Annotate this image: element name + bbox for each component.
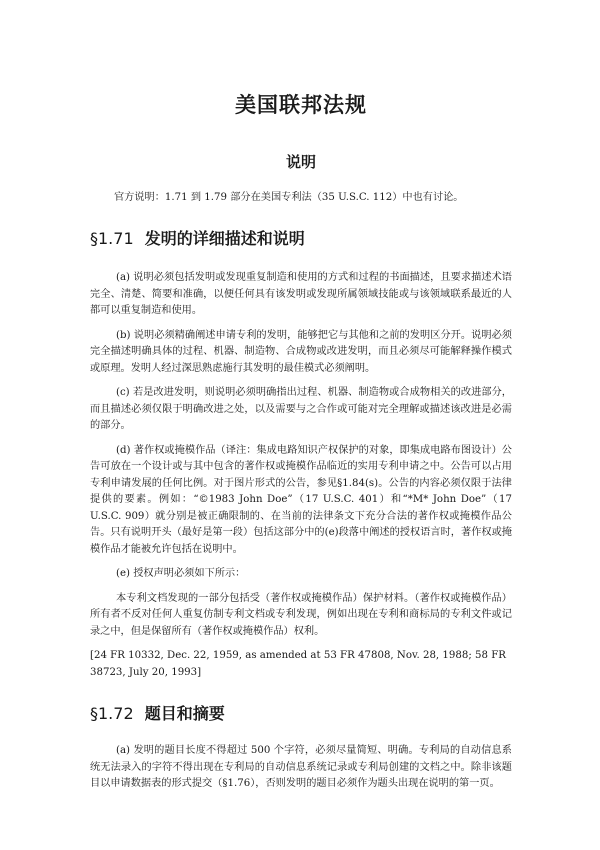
section-title: 题目和摘要 xyxy=(144,704,225,723)
citation: [24 FR 10332, Dec. 22, 1959, as amended at 53 FR 47808, Nov. 28, 1988; 58 FR 38723, July 20, 1993] xyxy=(90,650,506,678)
section-title: 发明的详细描述和说明 xyxy=(144,229,305,248)
paragraph-e: (e) 授权声明必须如下所示： xyxy=(116,568,246,579)
paragraph-d: (d) 著作权或掩模作品（译注：集成电路知识产权保护的对象，即集成电路布图设计）公告可放在一个设计或与其中包含的著作权或掩模作品临近的实用专利申请之中。公告可以占用专利申请发展的任何比例。对于图片形式的公告，参见§1.84(s)。公告的内容必须仅限于法律提供的要素。例如：“©1983 John Doe”（17 U.S.C. 401）和“*M* John Doe”（17 U.S.C. 909）就分别是被正确限制的、在当前的法律条文下充分合法的著作权或掩模作品公告。只有说明开头（最好是第一段）包括这部分中的(e)段落中阐述的授权语言时，著作权或掩模作品才能被允许包括在说明中。 xyxy=(90,444,512,555)
paragraph-a: (a) 发明的题目长度不得超过 500 个字符，必须尽量简短、明确。专利局的自动信息系统无法录入的字符不得出现在专利局的自动信息系统记录或专利局创建的文档之中。除非该题目以申请数据表的形式提交（§1.76），否则发明的题目必须作为题头出现在说明的第一页。 xyxy=(90,745,512,789)
paragraph-a: (a) 说明必须包括发明或发现重复制造和使用的方式和过程的书面描述，且要求描述术语完全、清楚、简要和准确，以便任何具有该发明或发现所属领域技能或与该领域联系最近的人都可以重复制造和使用。 xyxy=(90,272,512,316)
section-1-71 xyxy=(90,228,512,681)
paragraph-b: (b) 说明必须精确阐述申请专利的发明，能够把它与其他和之前的发明区分开。说明必须完全描述明确具体的过程、机器、制造物、合成物或改进发明，而且必须尽可能解释操作模式或原理。发明人经过深思熟虑施行其发明的最佳模式必须阐明。 xyxy=(90,329,512,374)
document-subtitle: 说明 xyxy=(285,153,316,171)
section-number: §1.71 xyxy=(90,229,134,248)
official-note: 官方说明：1.71 到 1.79 部分在美国专利法（35 U.S.C. 112）中也有讨论。 xyxy=(114,192,464,203)
section-heading xyxy=(90,703,512,725)
authorization-statement: 本专利文档发现的一部分包括受（著作权或掩模作品）保护材料。（著作权或掩模作品）所有者不反对任何人重复仿制专利文档或专利发现，例如出现在专利和商标局的专利文件或记录之中，但是保留所有（著作权或掩模作品）权利。 xyxy=(90,592,512,637)
section-number: §1.72 xyxy=(90,704,134,723)
section-heading xyxy=(90,228,512,250)
document-title: 美国联邦法规 xyxy=(235,93,367,117)
section-1-72 xyxy=(90,703,512,793)
paragraph-c: (c) 若是改进发明，则说明必须明确指出过程、机器、制造物或合成物相关的改进部分，而且描述必须仅限于明确改进之处，以及需要与之合作或可能对完全理解或描述该改进是必需的部分。 xyxy=(90,387,512,431)
